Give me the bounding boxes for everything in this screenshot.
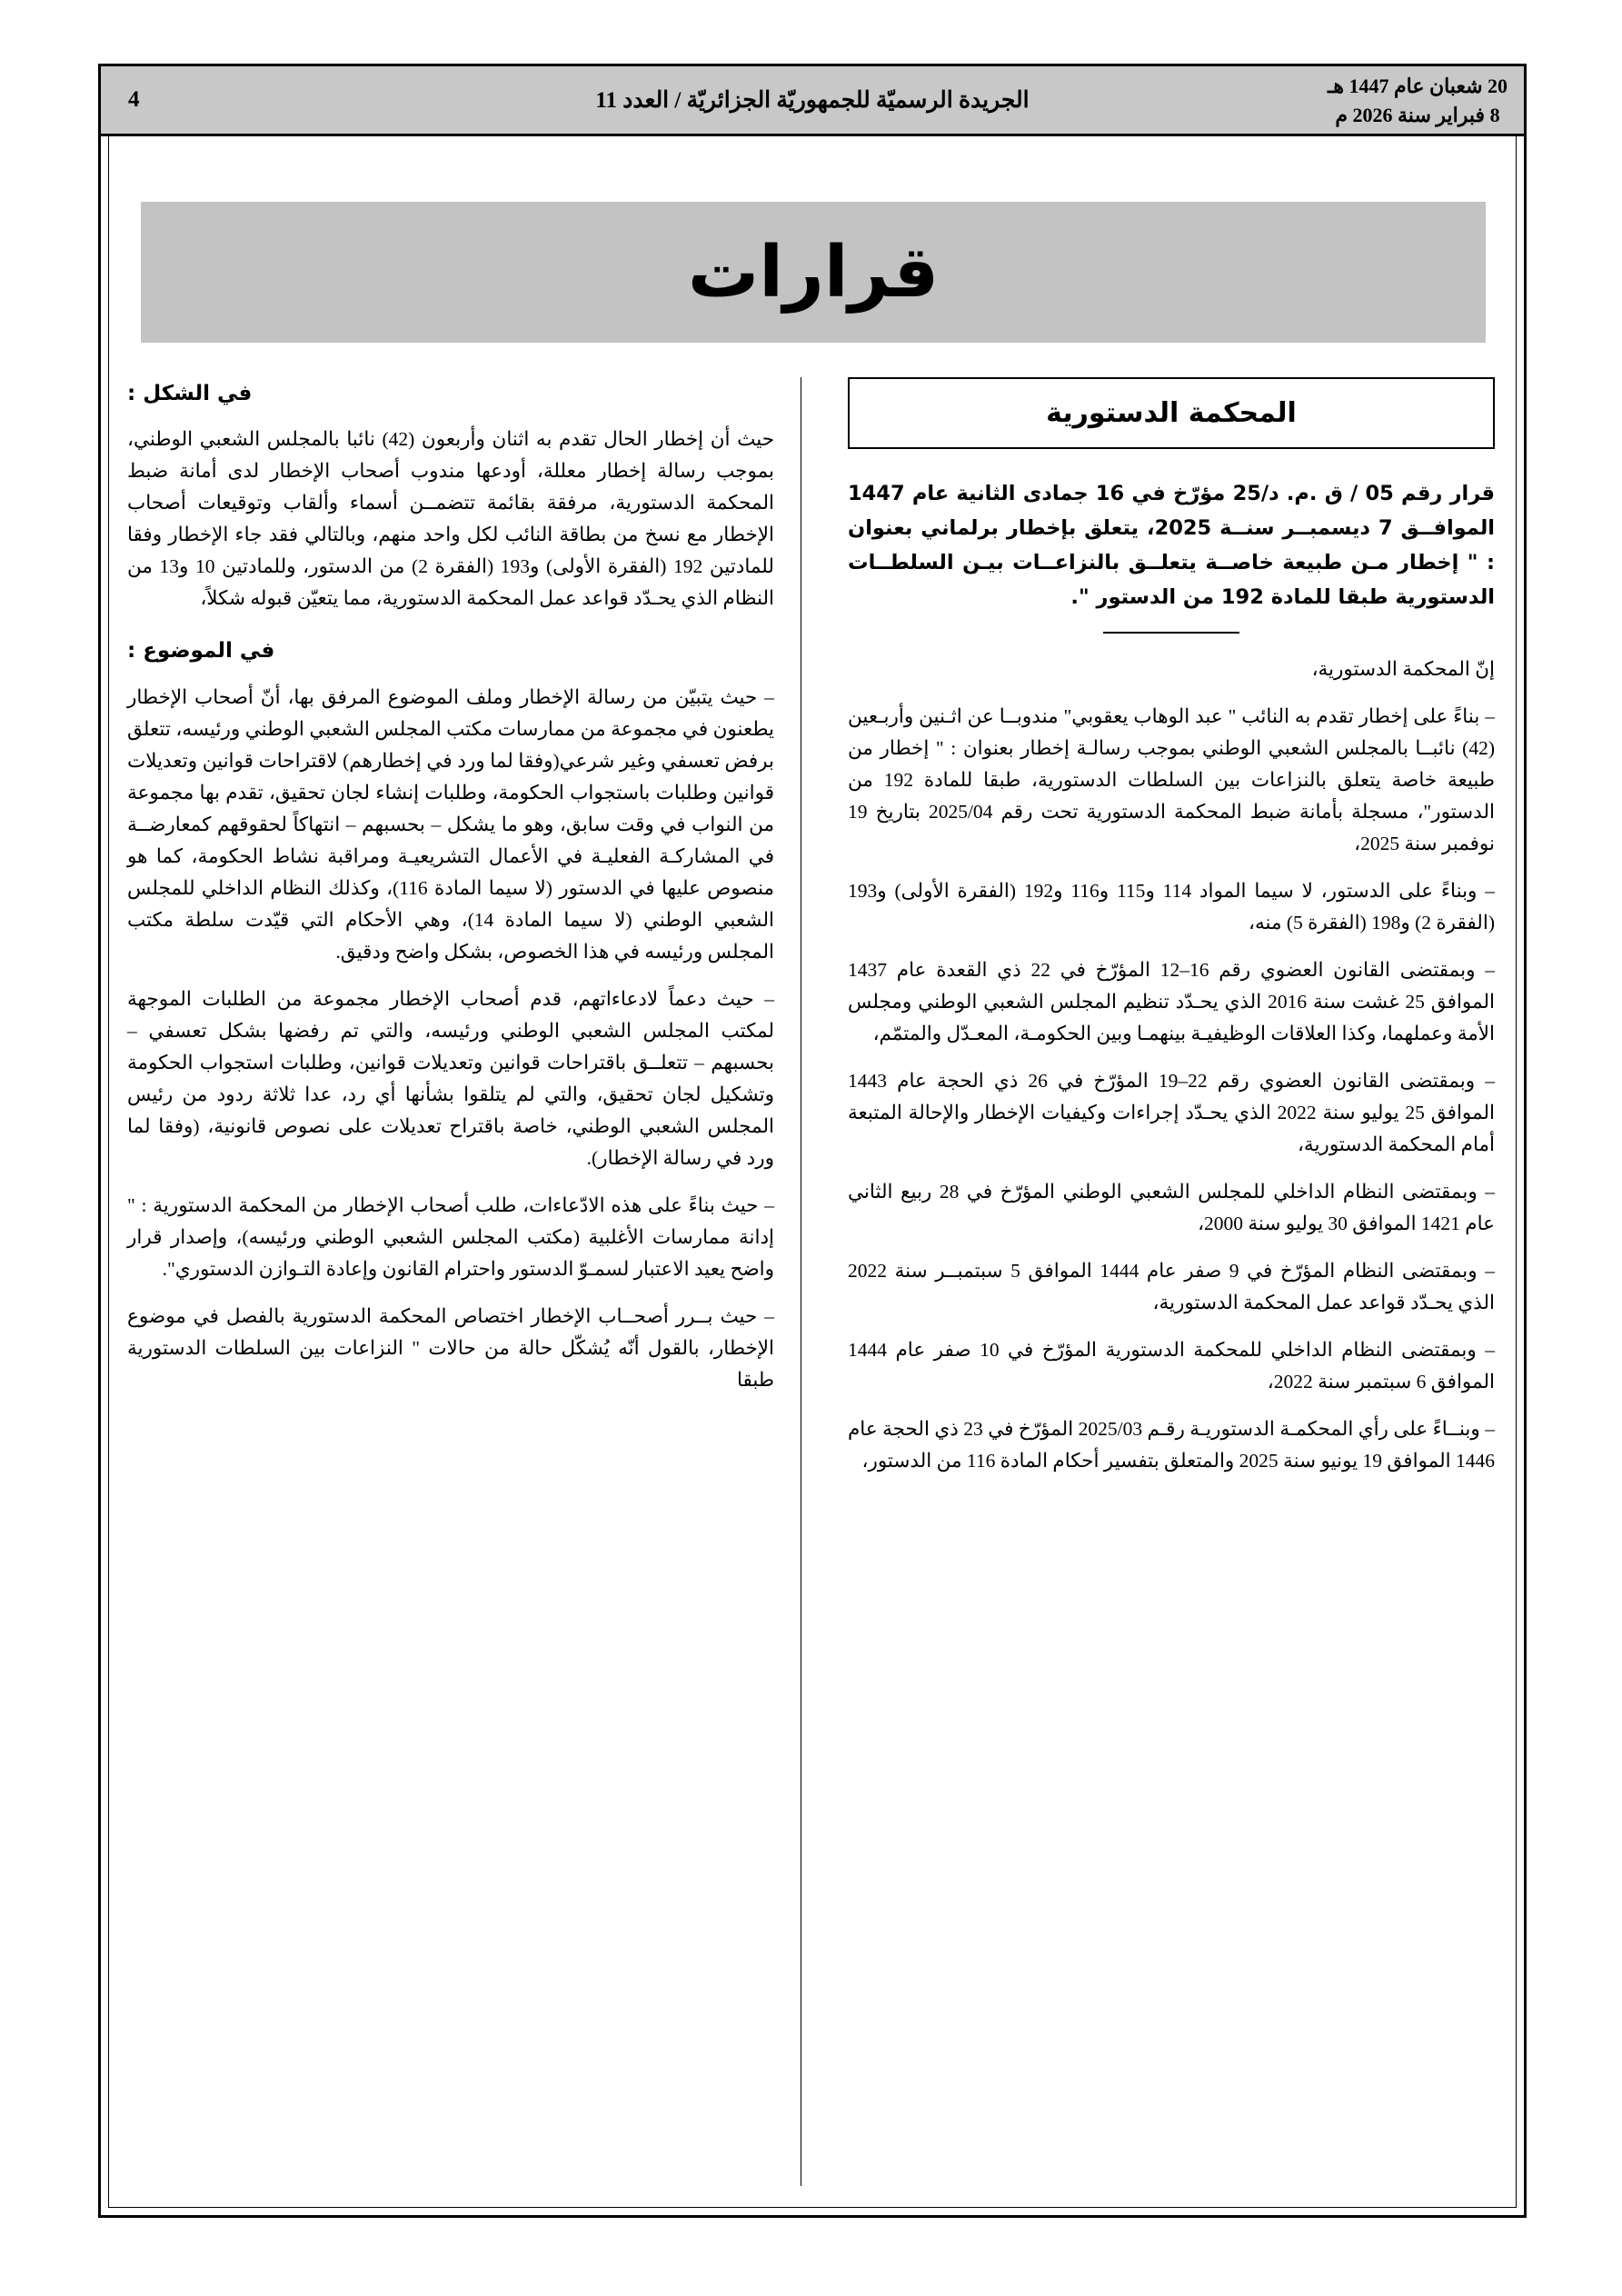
date-gregorian: 8 فبراير سنة 2026 م [1335, 103, 1500, 126]
horizontal-rule [1103, 632, 1239, 634]
paragraph: حيث أن إخطار الحال تقدم به اثنان وأربعون (42) نائبا بالمجلس الشعبي الوطني، بموجب رسالة إخطار معللة، أودعها مندوب أصحاب الإخطار لدى أمانة ضبط المحكمة الدستورية، مرفقة بقائمة تتضمــن أسماء وألقاب وتوقيعات أصحاب الإخطار مع نسخ من بطاقة النائب لكل واحد منهم، وبالتالي فقد جاء الإخطار وفقا للمادتين 192 (الفقرة الأولى) و193 (الفقرة 2) من الدستور، وللمادتين 10 و13 من النظام الذي يحـدّد قواعد عمل المحكمة الدستورية، مما يتعيّن قبوله شكلاً، [127, 428, 774, 610]
court-title: المحكمة الدستورية [1046, 397, 1297, 429]
content-columns [127, 377, 1495, 2186]
paragraph: – حيث بناءً على هذه الادّعاءات، طلب أصحاب الإخطار من المحكمة الدستورية : " إدانة ممارسات الأغلبية (مكتب المجلس الشعبي الوطني ورئيسه)، وإصدار قرار واضح يعيد الاعتبار لسمـوّ الدستور واحترام القانون وإعادة التـوازن الدستوري". [127, 1194, 774, 1281]
paragraph: – وبمقتضى النظام المؤرّخ في 9 صفر عام 1444 الموافق 5 سبتمبــر سنة 2022 الذي يحـدّد قواعد عمل المحكمة الدستورية، [848, 1260, 1495, 1314]
section-title-form: في الشكل : [127, 382, 253, 405]
paragraph: – حيث بــرر أصحــاب الإخطار اختصاص المحكمة الدستورية بالفصل في موضوع الإخطار، بالقول أنّه يُشكّل حالة من حالات " النزاعات بين السلطات الدستورية طبقا [127, 1305, 774, 1392]
journal-title: الجريدة الرسميّة للجمهوريّة الجزائريّة / العدد 11 [595, 88, 1030, 113]
paragraph: – وبناءً على الدستور، لا سيما المواد 114 و115 و116 و192 (الفقرة الأولى) و193 (الفقرة 2) و198 (الفقرة 5) منه، [848, 879, 1495, 933]
paragraph: – وبمقتضى القانون العضوي رقم 16–12 المؤرّخ في 22 ذي القعدة عام 1437 الموافق 25 غشت سنة 2016 الذي يحـدّد تنظيم المجلس الشعبي الوطني ومجلس الأمة وعملهما، وكذا العلاقات الوظيفيـة بينهمـا وبين الحكومـة، المعـدّل والمتمّم، [848, 958, 1495, 1044]
section-banner-label: قرارات [687, 231, 940, 314]
paragraph: – وبمقتضى النظام الداخلي للمحكمة الدستورية المؤرّخ في 10 صفر عام 1444 الموافق 6 سبتمبر سنة 2022، [848, 1339, 1495, 1393]
paragraph: – وبمقتضى النظام الداخلي للمجلس الشعبي الوطني المؤرّخ في 28 ربيع الثاني عام 1421 الموافق 30 يوليو سنة 2000، [848, 1181, 1495, 1235]
court-title-box [848, 377, 1495, 449]
paragraph: – وبمقتضى القانون العضوي رقم 22–19 المؤرّخ في 26 ذي الحجة عام 1443 الموافق 25 يوليو سنة 2022 الذي يحـدّد إجراءات وكيفيات الإخطار والإحالة المتبعة أمام المحكمة الدستورية، [848, 1069, 1495, 1155]
decision-heading: قرار رقم 05 / ق .م. د/25 مؤرّخ في 16 جمادى الثانية عام 1447 الموافــق 7 ديسمبــر سنــة 2025، يتعلق بإخطار برلماني بعنوان : " إخطار مـن طبيعة خاصــة يتعلــق بالنزاعــات بيـن السلطــات الدستورية طبقا للمادة 192 من الدستور ". [848, 481, 1496, 610]
paragraph: – حيث يتبيّن من رسالة الإخطار وملف الموضوع المرفق بها، أنّ أصحاب الإخطار يطعنون في مجموعة من ممارسات مكتب المجلس الشعبي الوطني ورئيسه، تتعلق برفض تعسفي وغير شرعي(وفقا لما ورد في إخطارهم) لاقتراحات قوانين وتعديلات قوانين وطلبات باستجواب الحكومة، وطلبات إنشاء لجان تحقيق، تقدم بها مجموعة من النواب في وقت سابق، وهو ما يشكل – بحسبهم – انتهاكاً لحقوقهم كمعارضــة في المشاركـة الفعليـة في الأعمال التشريعيـة ومراقبة نشاط الحكومة، كما هو منصوص عليها في الدستور (لا سيما المادة 116)، وكذلك النظام الداخلي للمجلس الشعبي الوطني (لا سيما المادة 14)، وهي الأحكام التي قيّدت سلطة مكتب المجلس ورئيسه في هذا الخصوص، بشكل واضح ودقيق. [127, 685, 774, 963]
paragraph: إنّ المحكمة الدستورية، [1311, 657, 1495, 680]
masthead [98, 64, 1527, 136]
date-hijri: 20 شعبان عام 1447 هـ [1327, 75, 1508, 97]
column-left [127, 377, 774, 2186]
section-title-subject: في الموضوع : [127, 639, 275, 664]
paragraph: – وبنــاءً على رأي المحكمـة الدستوريـة رقـم 2025/03 المؤرّخ في 23 ذي الحجة عام 1446 الموافق 19 يونيو سنة 2025 والمتعلق بتفسير أحكام المادة 116 من الدستور، [848, 1418, 1495, 1472]
paragraph: – حيث دعماً لادعاءاتهم، قدم أصحاب الإخطار مجموعة من الطلبات الموجهة لمكتب المجلس الشعبي الوطني ورئيسه، والتي تم رفضها بشكل تعسفي – بحسبهم – تتعلــق باقتراحات قوانين وتعديلات قوانين، وطلبات استجواب الحكومة وتشكيل لجان تحقيق، والتي لم يتلقوا بشأنها أي رد، عدا ثلاثة ردود من رئيس المجلس الشعبي الوطني، خاصة باقتراح تعديلات على نصوص قانونية، (وفقا لما ورد في رسالة الإخطار). [127, 987, 774, 1170]
section-banner [141, 202, 1486, 343]
page-number: 4 [128, 87, 140, 112]
paragraph: – بناءً على إخطار تقدم به النائب " عبد الوهاب يعقوبي" مندوبــا عن اثـنين وأربـعين (42) نائبــا بالمجلس الشعبي الوطني بموجب رسالـة إخطار بعنوان : " إخطار من طبيعة خاصة يتعلق بالنزاعات بين السلطات الدستورية، طبقا للمادة 192 من الدستور"، مسجلة بأمانة ضبط المحكمة الدستورية تحت رقم 2025/04 بتاريخ 19 نوفمبر سنة 2025، [848, 704, 1495, 854]
column-right [848, 377, 1495, 2186]
